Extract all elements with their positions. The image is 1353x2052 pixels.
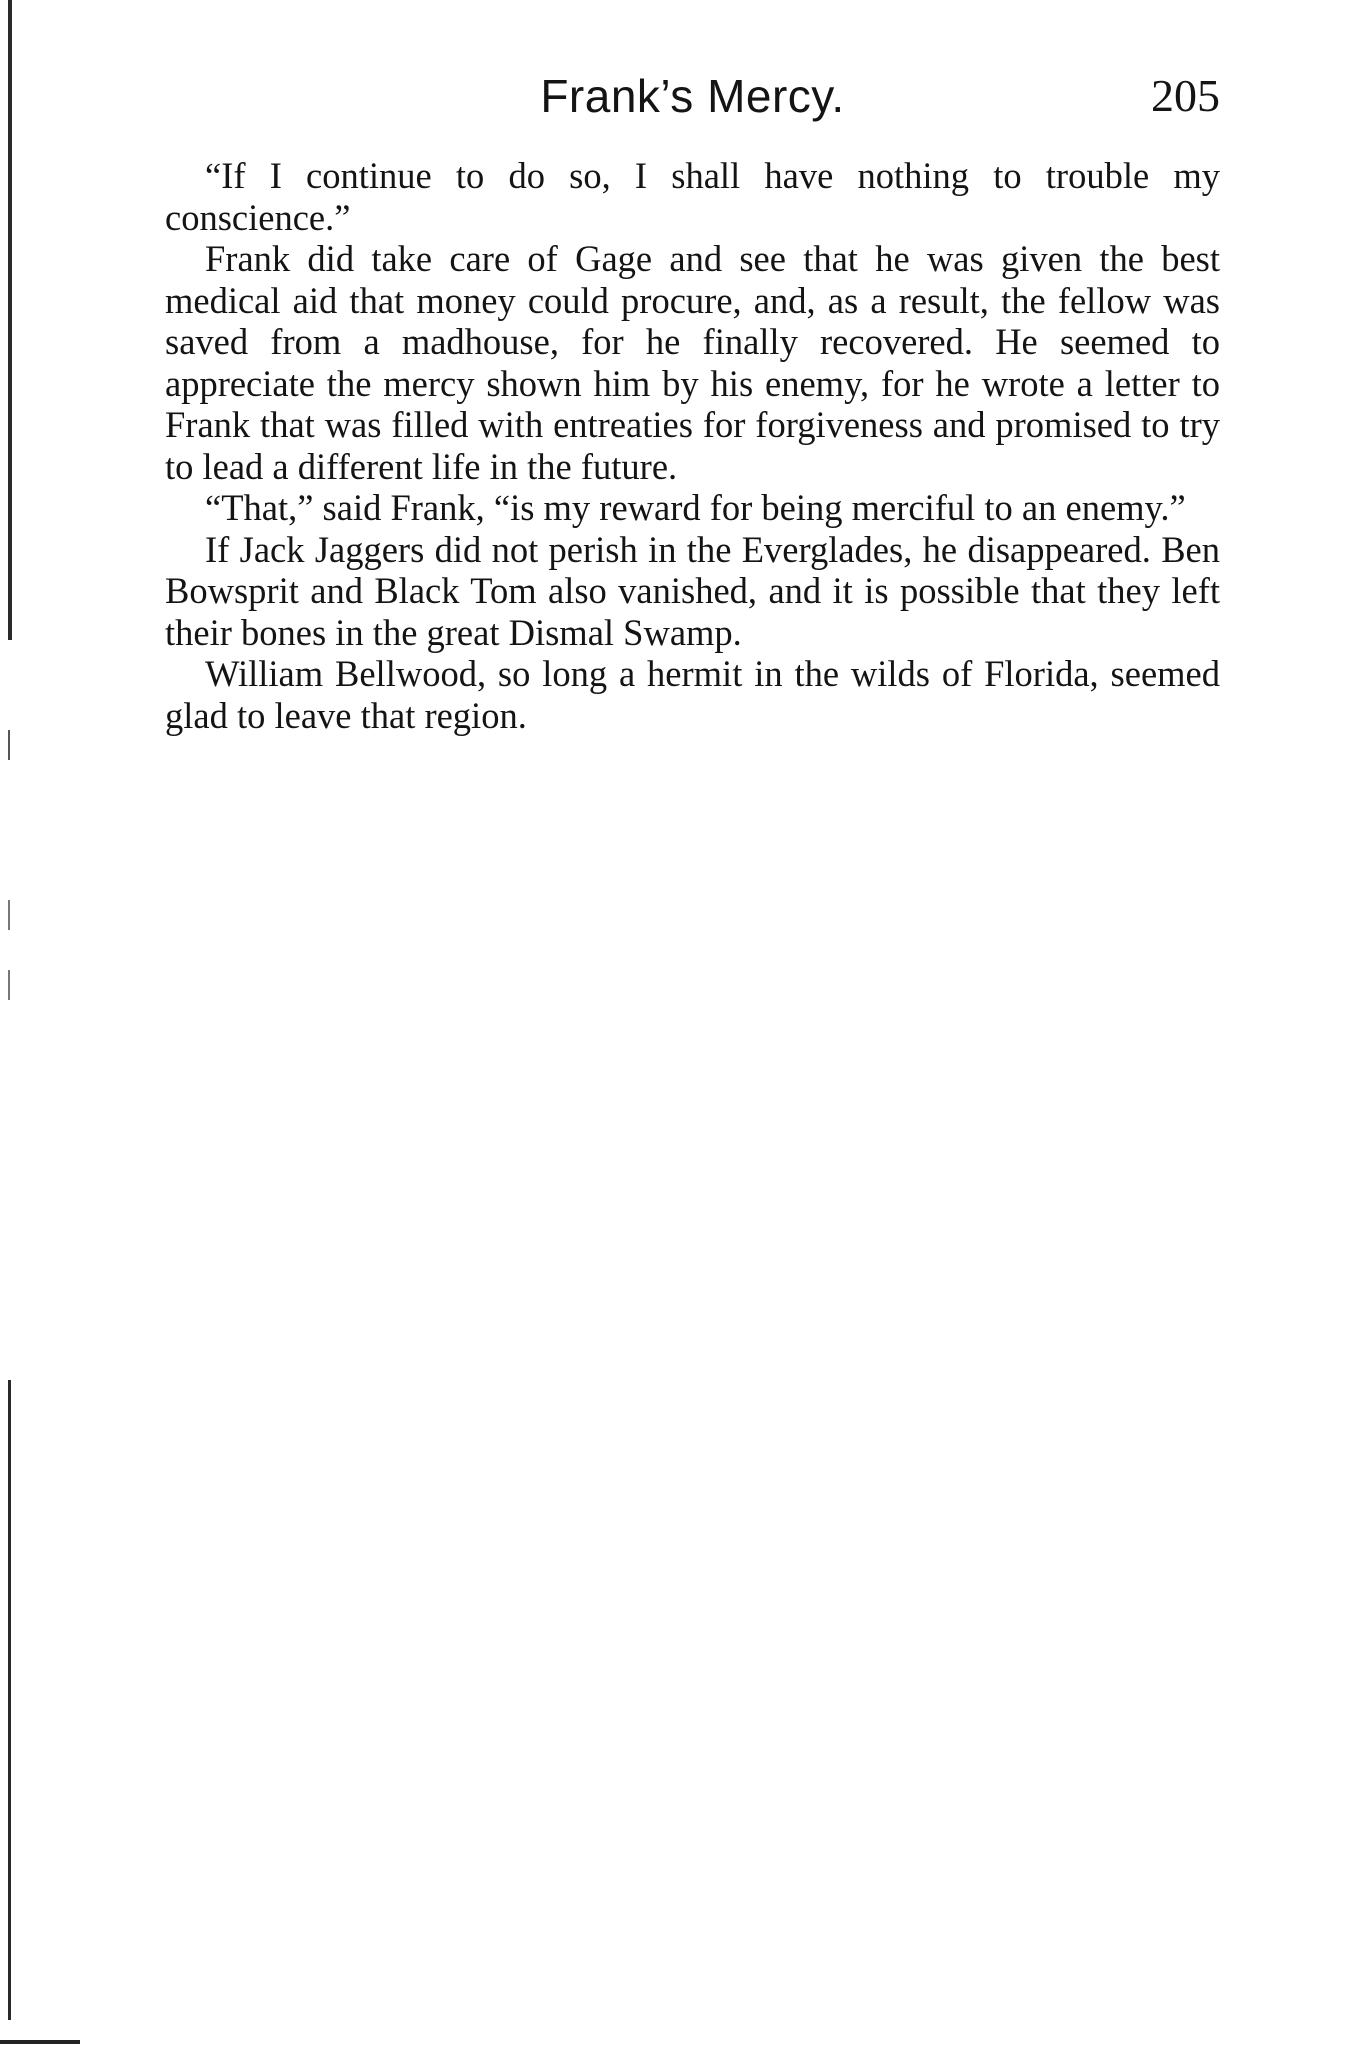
paragraph: William Bellwood, so long a hermit in the wilds of Florida, seemed glad to leave that region. [165,653,1220,736]
binding-edge [8,900,10,930]
running-head [165,66,1220,126]
binding-edge-foot [0,2040,80,2044]
body-text [165,155,1220,736]
page-number: 205 [1151,70,1220,121]
paragraph: “If I continue to do so, I shall have nothing to trouble my conscience.” [165,155,1220,238]
paragraph: Frank did take care of Gage and see that he was given the best medical aid that money could procure, and, as a result, the fellow was saved from a madhouse, for he finally recovered. He seemed to appreciate the mercy shown him by his enemy, for he wrote a letter to Frank that was filled with entreaties for forgiveness and promised to try to lead a different life in the future. [165,238,1220,487]
binding-edge [8,970,10,1000]
running-title: Frank’s Mercy. [540,70,845,122]
binding-edge [8,0,12,640]
binding-edge [8,1380,11,2020]
binding-edge [8,730,10,760]
paragraph: If Jack Jaggers did not perish in the Everglades, he disappeared. Ben Bowsprit and Black Tom also vanished, and it is possible that they left their bones in the great Dismal Swamp. [165,528,1220,653]
paragraph: “That,” said Frank, “is my reward for being merciful to an enemy.” [205,487,1186,528]
